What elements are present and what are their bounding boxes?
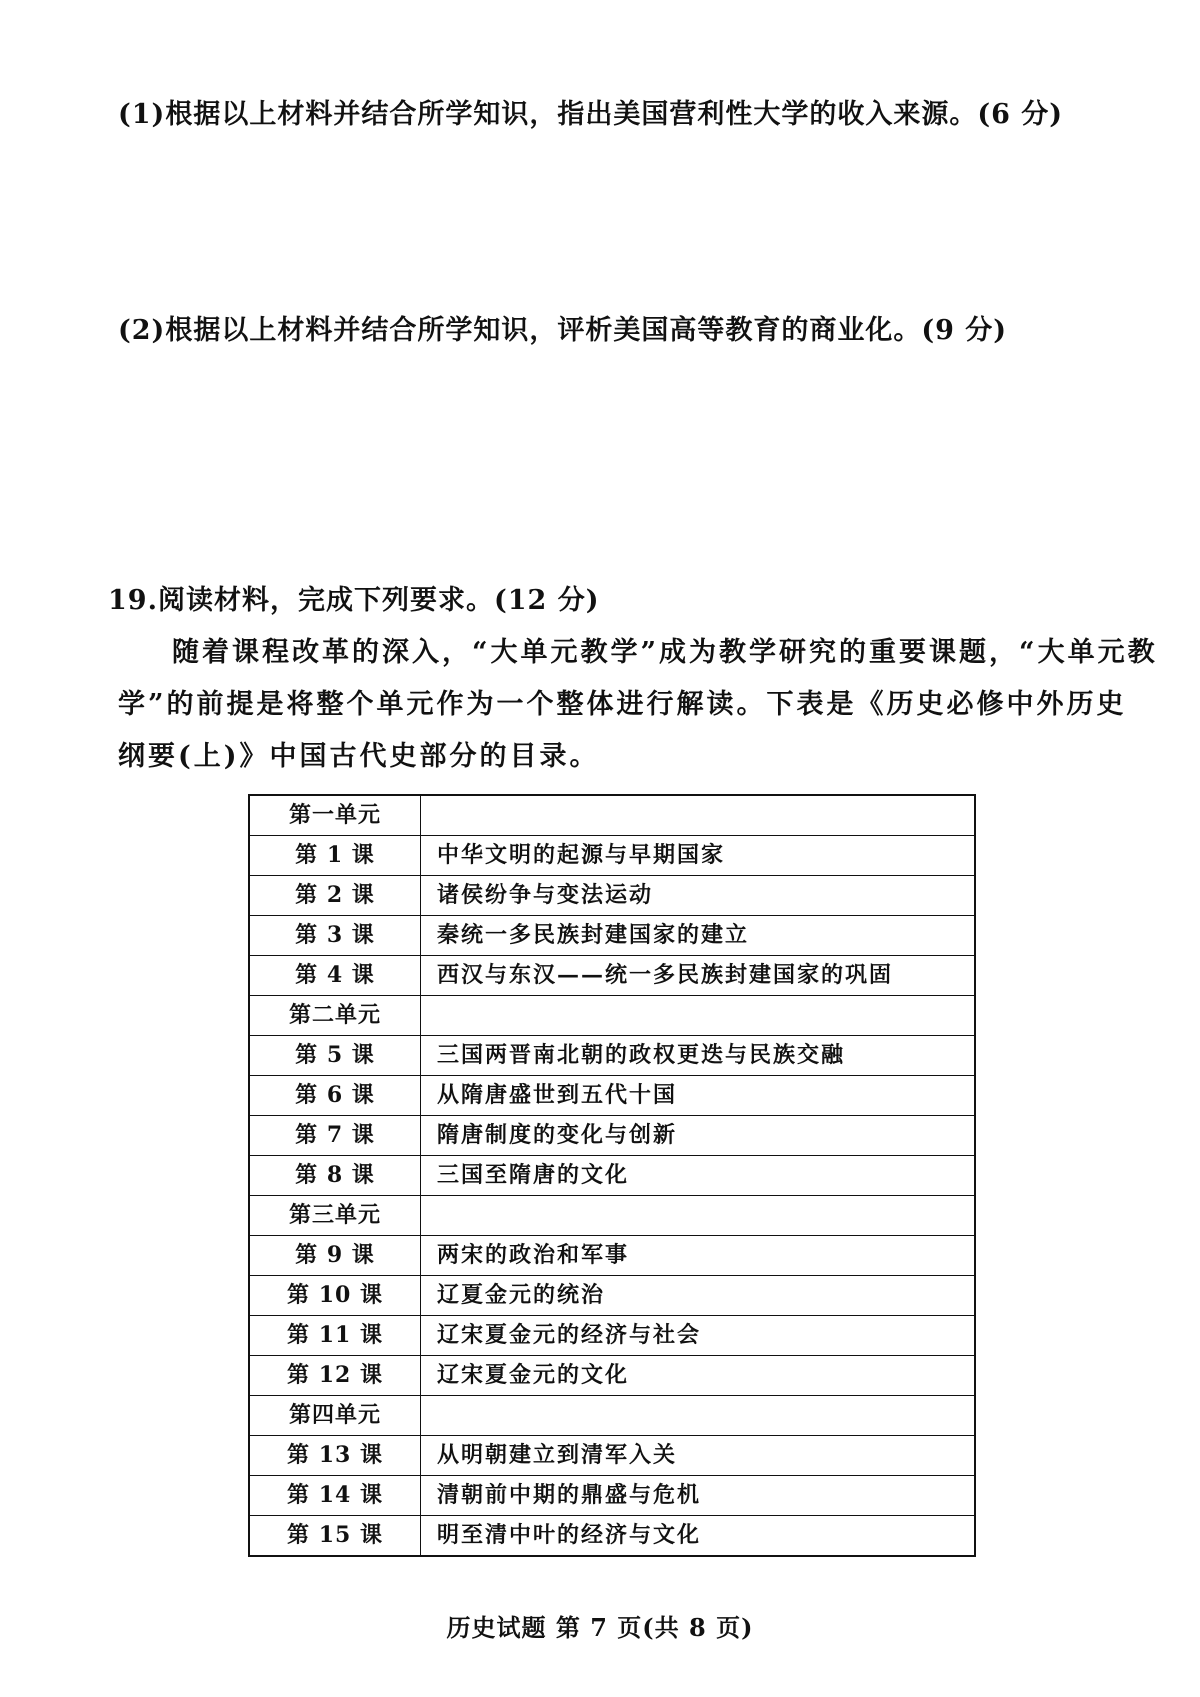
lesson-title-cell: 明至清中叶的经济与文化 [421, 1516, 976, 1557]
lesson-title-cell: 辽宋夏金元的经济与社会 [421, 1316, 976, 1356]
lesson-title-cell: 隋唐制度的变化与创新 [421, 1116, 976, 1156]
table-row [249, 1276, 975, 1316]
table-row [249, 996, 975, 1036]
lesson-number-cell: 第 13 课 [249, 1436, 421, 1476]
lesson-number-cell: 第一单元 [249, 795, 421, 836]
lesson-title-cell: 诸侯纷争与变法运动 [421, 876, 976, 916]
lesson-number-cell: 第 12 课 [249, 1356, 421, 1396]
table-of-contents-body [249, 795, 975, 1556]
lesson-title-cell [421, 1196, 976, 1236]
lesson-number-cell: 第 9 课 [249, 1236, 421, 1276]
lesson-title-cell: 中华文明的起源与早期国家 [421, 836, 976, 876]
table-row [249, 1356, 975, 1396]
lesson-title-cell: 三国至隋唐的文化 [421, 1156, 976, 1196]
lesson-number-cell: 第 15 课 [249, 1516, 421, 1557]
lesson-title-cell [421, 996, 976, 1036]
table-row [249, 916, 975, 956]
table-row [249, 1156, 975, 1196]
lesson-title-cell: 辽宋夏金元的文化 [421, 1356, 976, 1396]
lesson-title-cell: 秦统一多民族封建国家的建立 [421, 916, 976, 956]
page-footer: 历史试题 第 7 页(共 8 页) [446, 1613, 754, 1642]
lesson-title-cell: 三国两晋南北朝的政权更迭与民族交融 [421, 1036, 976, 1076]
table-row [249, 1076, 975, 1116]
table-row [249, 1236, 975, 1276]
lesson-title-cell: 清朝前中期的鼎盛与危机 [421, 1476, 976, 1516]
lesson-title-cell: 辽夏金元的统治 [421, 1276, 976, 1316]
table-row [249, 1396, 975, 1436]
lesson-title-cell: 两宋的政治和军事 [421, 1236, 976, 1276]
question-19-paragraph-line-2: 学”的前提是将整个单元作为一个整体进行解读。下表是《历史必修中外历史 [118, 689, 1127, 720]
lesson-number-cell: 第 4 课 [249, 956, 421, 996]
table-row [249, 836, 975, 876]
question-18-part-2: (2)根据以上材料并结合所学知识，评析美国高等教育的商业化。(9 分) [118, 315, 1008, 346]
question-19-paragraph-line-1: 随着课程改革的深入，“大单元教学”成为教学研究的重要课题，“大单元教 [172, 637, 1158, 668]
lesson-number-cell: 第 6 课 [249, 1076, 421, 1116]
table-row [249, 1516, 975, 1557]
table-row [249, 1316, 975, 1356]
lesson-number-cell: 第 5 课 [249, 1036, 421, 1076]
lesson-number-cell: 第 1 课 [249, 836, 421, 876]
lesson-number-cell: 第 10 课 [249, 1276, 421, 1316]
table-row [249, 1196, 975, 1236]
lesson-title-cell: 从明朝建立到清军入关 [421, 1436, 976, 1476]
question-18-part-1: (1)根据以上材料并结合所学知识，指出美国营利性大学的收入来源。(6 分) [118, 99, 1064, 130]
lesson-title-cell: 从隋唐盛世到五代十国 [421, 1076, 976, 1116]
lesson-number-cell: 第 2 课 [249, 876, 421, 916]
lesson-number-cell: 第四单元 [249, 1396, 421, 1436]
lesson-title-cell [421, 1396, 976, 1436]
lesson-number-cell: 第三单元 [249, 1196, 421, 1236]
table-row [249, 795, 975, 836]
lesson-number-cell: 第 8 课 [249, 1156, 421, 1196]
question-19-paragraph-line-3: 纲要(上)》中国古代史部分的目录。 [118, 741, 600, 772]
lesson-title-cell: 西汉与东汉——统一多民族封建国家的巩固 [421, 956, 976, 996]
table-row [249, 956, 975, 996]
table-row [249, 1476, 975, 1516]
lesson-number-cell: 第 3 课 [249, 916, 421, 956]
table-row [249, 1036, 975, 1076]
table-row [249, 876, 975, 916]
lesson-number-cell: 第二单元 [249, 996, 421, 1036]
lesson-title-cell [421, 795, 976, 836]
table-row [249, 1436, 975, 1476]
table-row [249, 1116, 975, 1156]
lesson-number-cell: 第 14 课 [249, 1476, 421, 1516]
lesson-number-cell: 第 11 课 [249, 1316, 421, 1356]
table-of-contents [248, 794, 976, 1557]
lesson-number-cell: 第 7 课 [249, 1116, 421, 1156]
question-19-heading: 19.阅读材料，完成下列要求。(12 分) [108, 585, 600, 616]
